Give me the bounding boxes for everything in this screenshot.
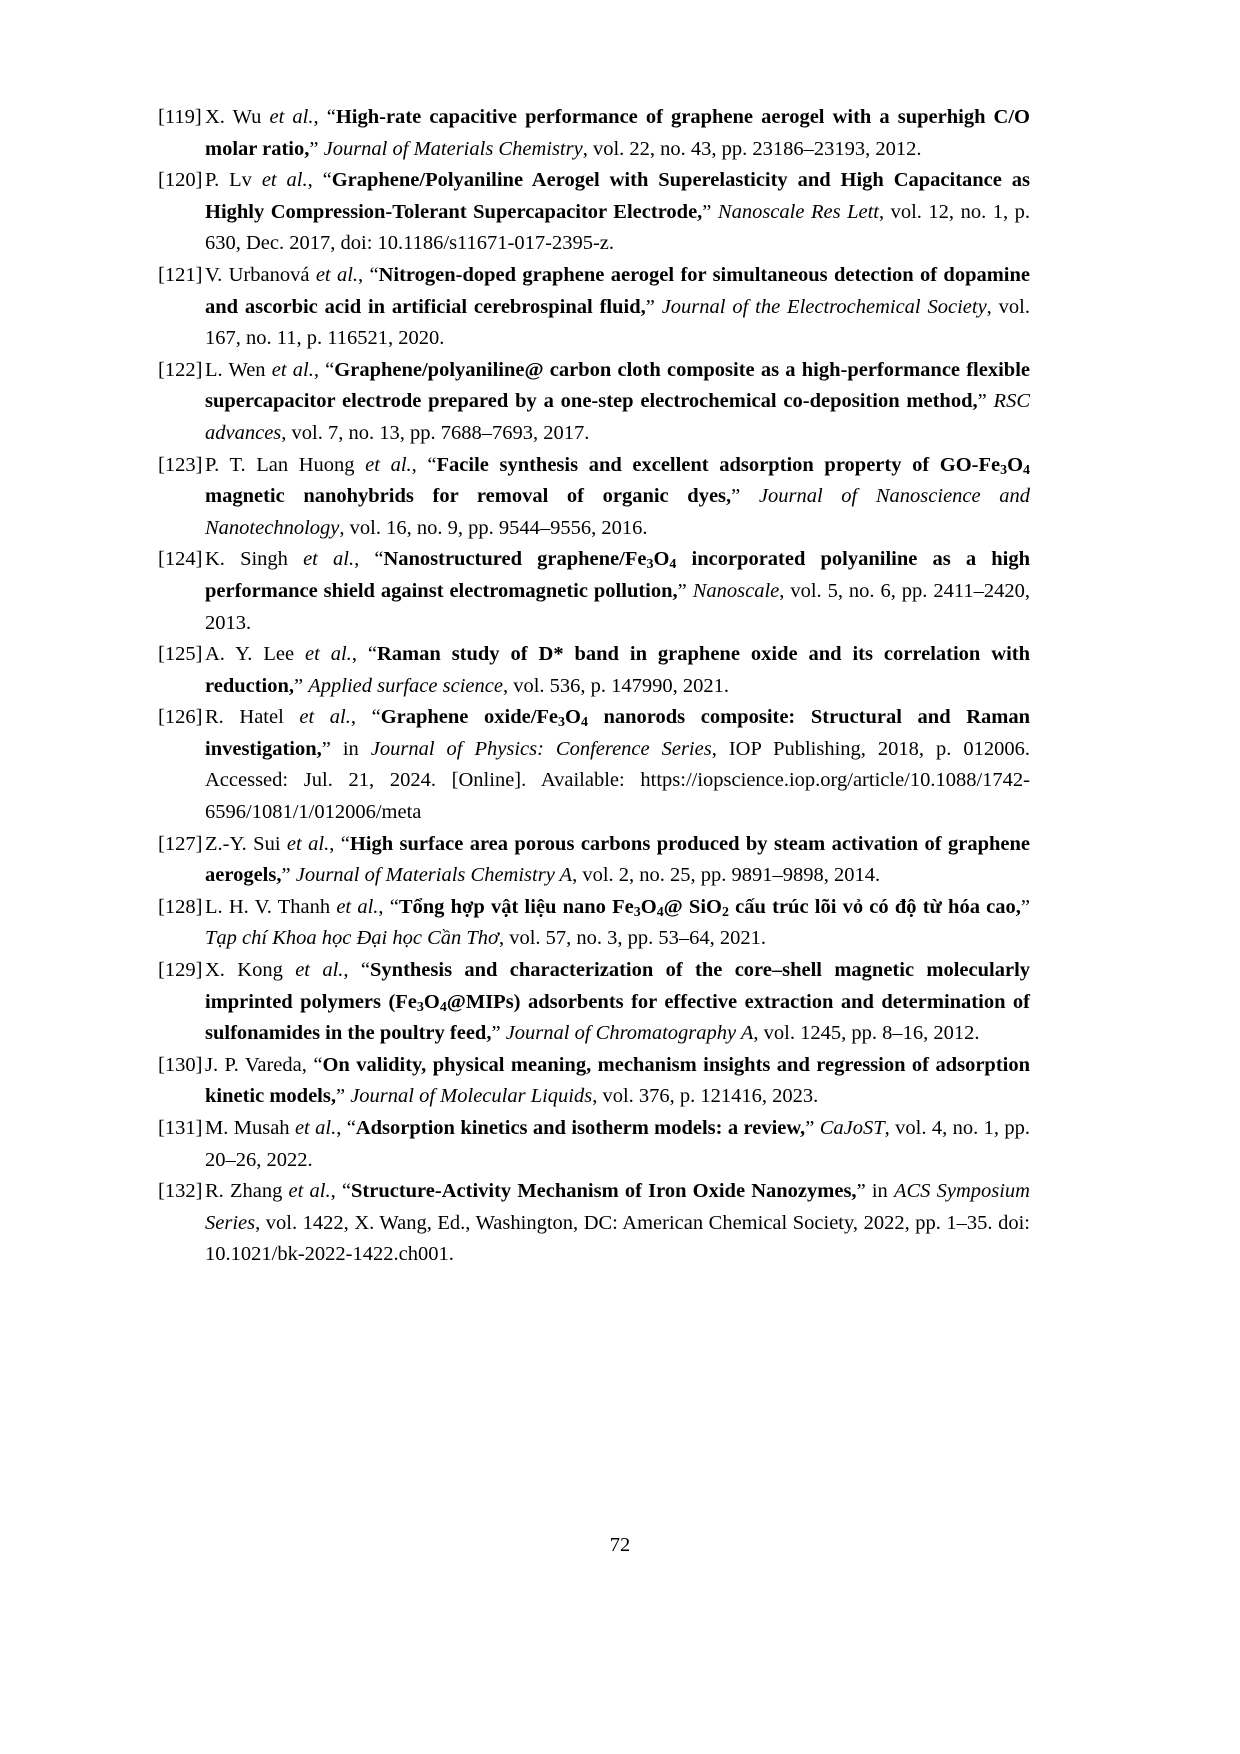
references-list (158, 102, 1030, 1271)
reference-authors-tail: , (313, 106, 327, 128)
reference-title: High-rate capacitive performance of graphene aerogel with a superhigh C/O molar ratio, (205, 106, 1031, 160)
reference-authors-tail: , (350, 706, 372, 729)
reference-entry-121 (158, 260, 1030, 355)
reference-authors-tail: , (313, 358, 326, 381)
reference-authors: Z.-Y. Sui (205, 832, 287, 855)
reference-details: , IOP Publishing, 2018, p. 012006. Accessed: Jul. 21, 2024. [Online]. Available: (205, 737, 1030, 792)
reference-etal: et al. (271, 358, 314, 381)
reference-source: Journal of Physics: Conference Series (370, 737, 712, 760)
reference-etal: et al. (286, 832, 330, 855)
reference-authors-tail: , (336, 1117, 347, 1139)
reference-authors: M. Musah (205, 1117, 295, 1139)
title-part: cấu trúc lõi vỏ có độ từ hóa cao, (728, 895, 1021, 918)
reference-authors-tail: , (343, 959, 361, 982)
reference-details: , vol. 22, no. 43, pp. 23186–23193, 2012. (582, 137, 922, 160)
reference-authors: L. H. V. Thanh (205, 895, 337, 918)
reference-details: , vol. 5, no. 6, pp. 2411–2420, 2013. (205, 579, 1030, 634)
reference-details: , vol. 167, no. 11, p. 116521, 2020. (205, 295, 1030, 350)
reference-title: High surface area porous carbons produced by steam activation of graphene aerogels, (205, 832, 1031, 887)
reference-etal: et al. (288, 1180, 331, 1203)
title-part: @MIPs) adsorbents for effective extraction and determination of sulfonamides in the poultry feed, (205, 990, 1030, 1045)
reference-entry-127 (158, 829, 1030, 892)
reference-authors: K. Singh (205, 548, 304, 571)
reference-authors: V. Urbanová (205, 263, 316, 286)
reference-title: Raman study of D* band in graphene oxide and its correlation with reduction, (205, 643, 1030, 697)
reference-text: X. Wu et al., “High-rate capacitive performance of graphene aerogel with a superhigh C/O molar ratio,” Journal of Materials Chemistry, vol. 22, no. 43, pp. 23186–23193, 2012. (205, 106, 1031, 160)
reference-text: R. Zhang et al., “Structure-Activity Mechanism of Iron Oxide Nanozymes,” in ACS Symposium Series, vol. 1422, X. Wang, Ed., Washington, DC: American Chemical Society, 2022, pp. 1–35. doi: 10.1021/bk-2022-1422.ch001. (205, 1180, 1030, 1266)
reference-authors-tail: , (358, 263, 370, 286)
reference-source: RSC advances (205, 390, 1030, 444)
reference-etal: et al. (299, 706, 351, 729)
reference-text: X. Kong et al., “Synthesis and characterization of the core–shell magnetic molecularly imprinted polymers $(Fe_3O_4@MIPs)$ adsorbents for effective extraction and determination of sulfonamides in the poultry feed,” Journal of Chromatography A, vol. 1245, pp. 8–16, 2012. (205, 959, 1031, 1045)
subscript: 2 (721, 904, 729, 920)
title-part: O (564, 706, 581, 729)
subscript: 4 (1023, 462, 1031, 478)
reference-entry-126 (158, 702, 1030, 828)
reference-entry-120 (158, 165, 1030, 260)
reference-etal: et al. (269, 106, 314, 128)
title-part: incorporated polyaniline as a high performance shield against electromagnetic pollution, (205, 548, 1031, 602)
reference-details: , vol. 12, no. 1, p. 630, Dec. 2017, doi: 10.1186/s11671-017-2395-z. (205, 200, 1030, 255)
reference-authors: P. Lv (205, 169, 262, 192)
reference-entry-123 (158, 450, 1030, 545)
title-part: O (423, 990, 440, 1013)
reference-text: P. T. Lan Huong et al., “Facile synthesis and excellent adsorption property of $GO-Fe_3O_4$ magnetic nanohybrids for removal of organic dyes,” Journal of Nanoscience and Nanotechnology, vol. 16, no. 9, pp. 9544–9556, 2016. (205, 453, 1031, 539)
reference-title: Graphene/Polyaniline Aerogel with Superelasticity and High Capacitance as Highly Compression-Tolerant Supercapacitor Electrode, (205, 169, 1030, 223)
subscript: 3 (646, 557, 654, 573)
reference-source: CaJoST (819, 1117, 885, 1139)
reference-etal: et al. (295, 959, 344, 982)
reference-text: K. Singh et al., “Nanostructured graphene/$Fe_3O_4$ incorporated polyaniline as a high performance shield against electromagnetic pollution,” Nanoscale, vol. 5, no. 6, pp. 2411–2420, 2013. (205, 548, 1031, 634)
reference-etal: et al. (261, 169, 308, 192)
reference-source: Applied surface science (308, 674, 503, 697)
title-part: O (1007, 453, 1024, 476)
subscript: 3 (416, 999, 424, 1015)
title-part: O (653, 548, 670, 571)
reference-text: Z.-Y. Sui et al., “High surface area porous carbons produced by steam activation of graphene aerogels,” Journal of Materials Chemistry A, vol. 2, no. 25, pp. 9891–9898, 2014. (205, 832, 1031, 887)
reference-label: [130] (158, 1053, 203, 1076)
reference-authors-tail: , (329, 832, 341, 855)
reference-label: [127] (158, 832, 203, 855)
reference-etal: et al. (365, 453, 412, 476)
title-part: Synthesis and characterization of the core–shell magnetic molecularly imprinted polymers (Fe (205, 959, 1031, 1013)
reference-label: [131] (158, 1117, 203, 1139)
reference-entry-119 (158, 102, 1030, 165)
title-part: Graphene oxide/Fe (380, 706, 559, 729)
reference-authors-tail: , (378, 895, 390, 918)
reference-text: J. P. Vareda, “On validity, physical meaning, mechanism insights and regression of adsorption kinetic models,” Journal of Molecular Liquids, vol. 376, p. 121416, 2023. (205, 1053, 1030, 1108)
reference-details: , vol. 1245, pp. 8–16, 2012. (753, 1022, 980, 1045)
reference-text: L. H. V. Thanh et al., “Tổng hợp vật liệu nano $Fe_3O_4@$ SiO$_2$ cấu trúc lõi vỏ có độ từ hóa cao,” Tạp chí Khoa học Đại học Cần Thơ, vol. 57, no. 3, pp. 53–64, 2021. (205, 895, 1030, 950)
subscript: 3 (558, 715, 565, 731)
reference-authors-tail: , (351, 643, 368, 666)
reference-authors-tail: , (411, 453, 428, 476)
reference-source: Journal of Materials Chemistry A (295, 864, 573, 887)
subscript: 4 (439, 999, 447, 1015)
reference-source: Journal of Chromatography A (505, 1022, 754, 1045)
reference-authors: R. Zhang (205, 1180, 289, 1203)
reference-entry-129 (158, 955, 1030, 1050)
title-part: @ SiO (663, 895, 722, 918)
reference-label: [123] (158, 453, 203, 476)
reference-authors-tail: , (354, 548, 375, 571)
reference-details: , vol. 536, p. 147990, 2021. (502, 674, 730, 697)
reference-etal: et al. (305, 643, 352, 666)
reference-details: , vol. 1422, X. Wang, Ed., Washington, DC: American Chemical Society, 2022, pp. 1–35. doi: 10.1021/bk-2022-1422.ch001. (205, 1211, 1030, 1266)
reference-details: , vol. 376, p. 121416, 2023. (592, 1085, 819, 1108)
reference-authors: X. Kong (205, 959, 296, 982)
reference-source: Nanoscale (692, 579, 780, 602)
reference-source: Journal of Nanoscience and Nanotechnology (205, 485, 1030, 539)
subscript: 4 (656, 904, 664, 920)
reference-text: V. Urbanová et al., “Nitrogen-doped graphene aerogel for simultaneous detection of dopamine and ascorbic acid in artificial cerebrospinal fluid,” Journal of the Electrochemical Society, vol. 167, no. 11, p. 116521, 2020. (205, 263, 1031, 350)
page-number: 72 (609, 1534, 631, 1556)
reference-authors: X. Wu (205, 106, 270, 128)
reference-label: [125] (158, 643, 203, 666)
reference-text: A. Y. Lee et al., “Raman study of D* band in graphene oxide and its correlation with reduction,” Applied surface science, vol. 536, p. 147990, 2021. (205, 643, 1030, 697)
reference-source: Journal of the Electrochemical Society (661, 295, 987, 318)
subscript: 4 (669, 557, 677, 573)
reference-text: M. Musah et al., “Adsorption kinetics and isotherm models: a review,” CaJoST, vol. 4, no. 1, pp. 20–26, 2022. (205, 1117, 1031, 1171)
reference-title: Adsorption kinetics and isotherm models: a review, (355, 1117, 806, 1139)
reference-label: [120] (158, 169, 203, 192)
reference-source: Journal of Materials Chemistry (323, 137, 583, 160)
reference-title: Graphene/polyaniline@ carbon cloth composite as a high-performance flexible supercapacitor electrode prepared by a one-step electrochemical co-deposition method, (205, 358, 1030, 413)
reference-title: Structure-Activity Mechanism of Iron Oxide Nanozymes, (351, 1180, 857, 1203)
reference-url[interactable]: https://iopscience.iop.org/article/10.1088/1742-6596/1081/1/012006/meta (205, 769, 1031, 824)
reference-title (399, 896, 1021, 918)
reference-label: [128] (158, 895, 203, 918)
reference-source: Nanoscale Res Lett (717, 200, 879, 223)
reference-authors-tail: , (330, 1180, 342, 1203)
subscript: 3 (1000, 462, 1008, 478)
reference-authors: J. P. Vareda, (205, 1053, 314, 1076)
in-word: in (330, 737, 371, 760)
reference-entry-132 (158, 1176, 1030, 1271)
reference-details: , vol. 4, no. 1, pp. 20–26, 2022. (205, 1117, 1031, 1171)
reference-entry-131 (158, 1113, 1030, 1176)
title-part: Nanostructured graphene/Fe (383, 548, 647, 571)
reference-etal: et al. (294, 1117, 337, 1139)
reference-label: [129] (158, 959, 203, 982)
reference-details: , vol. 7, no. 13, pp. 7688–7693, 2017. (281, 421, 590, 444)
reference-etal: et al. (315, 263, 359, 286)
reference-details: , vol. 16, no. 9, pp. 9544–9556, 2016. (339, 516, 648, 539)
reference-entry-122 (158, 355, 1030, 450)
title-part: O (640, 895, 657, 918)
reference-details: , vol. 57, no. 3, pp. 53–64, 2021. (498, 927, 767, 950)
title-part: Tổng hợp vật liệu nano Fe (398, 895, 634, 918)
reference-entry-128 (158, 892, 1030, 955)
reference-label: [126] (158, 706, 203, 729)
subscript: 4 (580, 715, 588, 731)
reference-title: Nitrogen-doped graphene aerogel for simultaneous detection of dopamine and ascorbic acid in artificial cerebrospinal fluid, (205, 263, 1031, 318)
reference-authors: L. Wen (205, 358, 272, 381)
reference-label: [119] (158, 106, 202, 128)
reference-authors: P. T. Lan Huong (205, 453, 366, 476)
reference-label: [121] (158, 263, 203, 286)
reference-source: ACS Symposium Series (205, 1180, 1030, 1234)
title-part: nanorods composite: Structural and Raman investigation, (205, 706, 1030, 760)
reference-text: L. Wen et al., “Graphene/polyaniline@ carbon cloth composite as a high-performance flexible supercapacitor electrode prepared by a one-step electrochemical co-deposition method,” RSC advances, vol. 7, no. 13, pp. 7688–7693, 2017. (205, 358, 1030, 444)
reference-entry-125 (158, 639, 1030, 702)
reference-source: Journal of Molecular Liquids (350, 1085, 593, 1108)
reference-title: On validity, physical meaning, mechanism insights and regression of adsorption kinetic models, (205, 1053, 1030, 1108)
title-part: Facile synthesis and excellent adsorption property of GO-Fe (436, 453, 1001, 476)
reference-label: [124] (158, 548, 203, 571)
reference-details: , vol. 2, no. 25, pp. 9891–9898, 2014. (572, 864, 881, 887)
title-part: magnetic nanohybrids for removal of organic dyes, (205, 485, 732, 508)
reference-label: [122] (158, 358, 203, 381)
reference-etal: et al. (303, 548, 355, 571)
subscript: 3 (633, 904, 641, 920)
reference-text: P. Lv et al., “Graphene/Polyaniline Aerogel with Superelasticity and High Capacitance as Highly Compression-Tolerant Supercapacitor Electrode,” Nanoscale Res Lett, vol. 12, no. 1, p. 630, Dec. 2017, doi: 10.1186/s11671-017-2395-z. (205, 169, 1030, 255)
reference-authors: R. Hatel (205, 706, 300, 729)
reference-etal: et al. (336, 895, 379, 918)
reference-entry-124 (158, 544, 1030, 639)
reference-source: Tạp chí Khoa học Đại học Cần Thơ (205, 927, 499, 950)
in-word: in (865, 1180, 894, 1203)
reference-label: [132] (158, 1180, 203, 1203)
reference-entry-130 (158, 1050, 1030, 1113)
reference-authors-tail: , (307, 169, 323, 192)
reference-authors: A. Y. Lee (205, 643, 305, 666)
reference-text: R. Hatel et al., “Graphene oxide/$Fe_3O_4$ nanorods composite: Structural and Raman investigation,” in Journal of Physics: Conference Series, IOP Publishing, 2018, p. 012006. Accessed: Jul. 21, 2024. [Online]. Available: https://iopscience.iop.org/article/10.1088/1742-6596/1081/1/012006/meta (205, 706, 1031, 824)
